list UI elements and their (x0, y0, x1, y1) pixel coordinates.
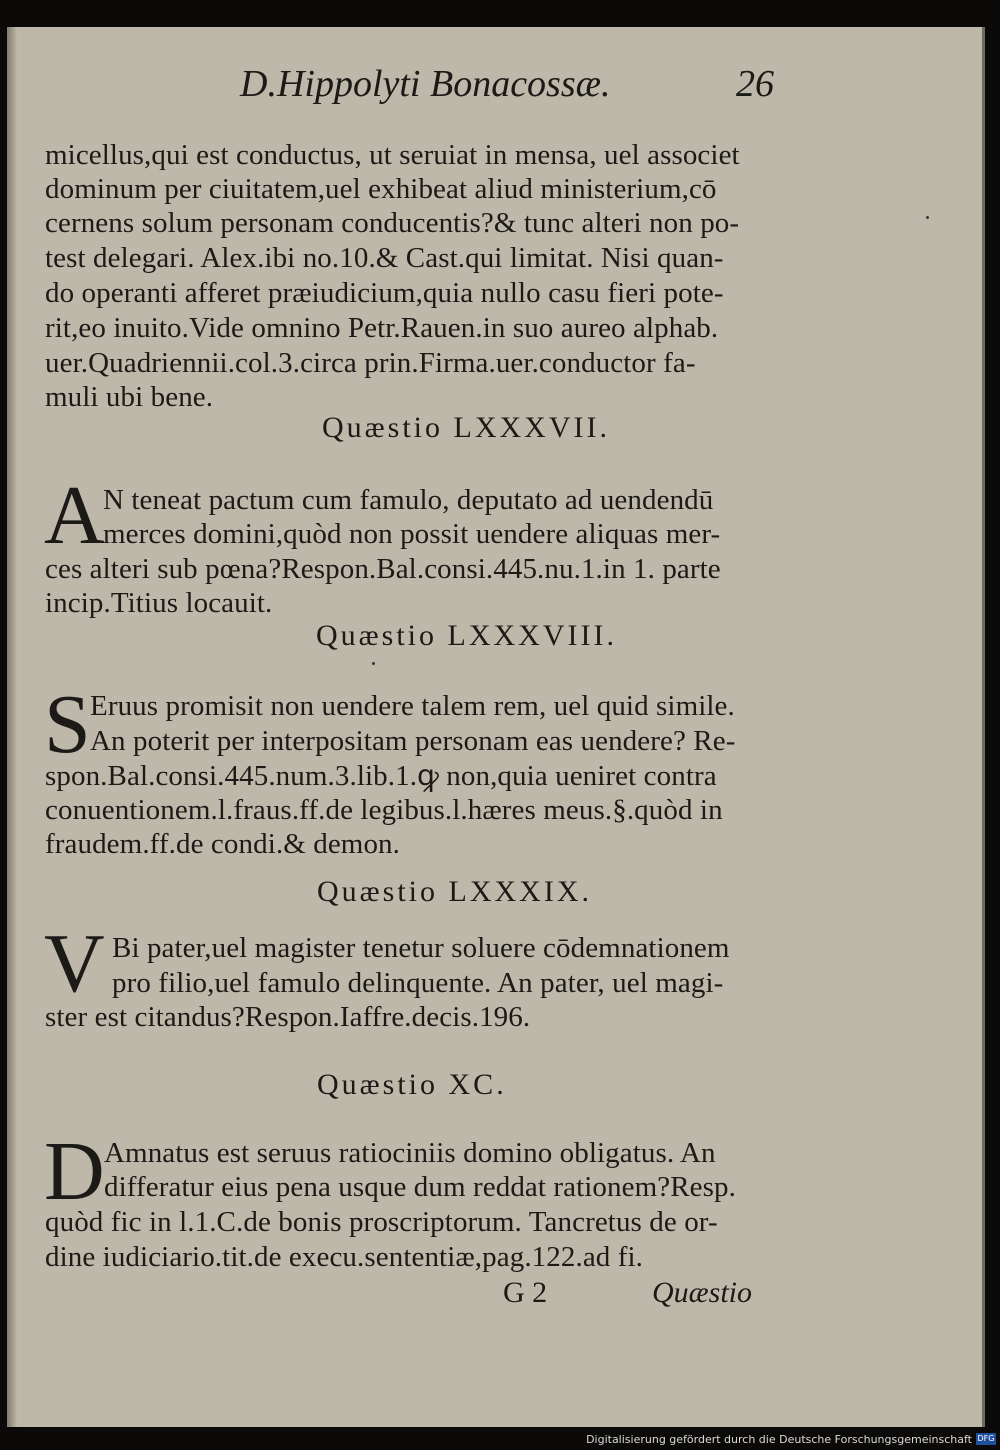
text-line: differatur eius pena usque dum reddat rationem?Resp. (104, 1171, 736, 1203)
text-line: quòd fic in l.1.C.de bonis proscriptorum. Tancretus de or- (45, 1206, 718, 1238)
text-line: Bi pater,uel magister tenetur soluere cōdemnationem (112, 932, 730, 964)
text-line: micellus,qui est conductus, ut seruiat in mensa, uel associet (45, 139, 740, 171)
drop-cap-initial: A (44, 469, 105, 562)
text-line: dominum per ciuitatem,uel exhibeat aliud ministerium,cō (45, 173, 717, 205)
drop-cap-initial: V (44, 917, 105, 1010)
page-gutter-shadow (7, 27, 17, 1427)
text-line: ces alteri sub pœna?Respon.Bal.consi.445.nu.1.in 1. parte (45, 553, 721, 585)
text-line: An poterit per interpositam personam eas uendere? Re- (90, 725, 736, 757)
text-line: rit,eo inuito.Vide omnino Petr.Rauen.in suo aureo alphab. (45, 312, 719, 344)
question-heading: Quæstio LXXXIX. (317, 875, 592, 908)
text-line: Amnatus est seruus ratiociniis domino obligatus. An (104, 1137, 716, 1169)
question-heading: Quæstio LXXXVIII. (316, 619, 617, 652)
text-line: N teneat pactum cum famulo, deputato ad uendendū (103, 484, 714, 516)
text-line: do operanti afferet præiudicium,quia nullo casu fieri pote- (45, 277, 724, 309)
question-heading: Quæstio LXXXVII. (322, 411, 610, 444)
digitization-note: Digitalisierung gefördert durch die Deutsche Forschungsgemeinschaft (586, 1433, 972, 1446)
page-number: 26 (736, 63, 774, 105)
paper-speck (926, 216, 929, 219)
drop-cap-initial: D (44, 1125, 105, 1218)
text-line: uer.Quadriennii.col.3.circa prin.Firma.uer.conductor fa- (45, 347, 696, 379)
text-line: fraudem.ff.de condi.& demon. (45, 828, 400, 860)
dfg-logo-icon: DFG (977, 1434, 995, 1443)
catchword: Quæstio (652, 1276, 753, 1309)
text-line: merces domini,quòd non possit uendere aliquas mer- (103, 518, 721, 550)
text-line: incip.Titius locauit. (45, 587, 273, 619)
text-line: pro filio,uel famulo delinquente. An pater, uel magi- (112, 967, 724, 999)
page-header (240, 62, 800, 122)
text-line: cernens solum personam conducentis?& tunc alteri non po- (45, 207, 740, 239)
text-line: test delegari. Alex.ibi no.10.& Cast.qui limitat. Nisi quan- (45, 242, 724, 274)
drop-cap-initial: S (44, 678, 91, 771)
paper-speck (372, 662, 375, 665)
question-heading: Quæstio XC. (317, 1068, 507, 1101)
signature-mark: G 2 (503, 1276, 548, 1309)
text-line: spon.Bal.consi.445.num.3.lib.1.ꝙ non,quia ueniret contra (45, 760, 717, 792)
text-line: Eruus promisit non uendere talem rem, uel quid simile. (90, 690, 735, 722)
text-line: ster est citandus?Respon.Iaffre.decis.196. (45, 1001, 531, 1033)
text-line: dine iudiciario.tit.de execu.sententiæ,pag.122.ad fi. (45, 1241, 644, 1273)
text-line: conuentionem.l.fraus.ff.de legibus.l.hæres meus.§.quòd in (45, 794, 723, 826)
text-line: muli ubi bene. (45, 381, 214, 413)
running-title: D.Hippolyti Bonacossæ. (240, 63, 611, 105)
